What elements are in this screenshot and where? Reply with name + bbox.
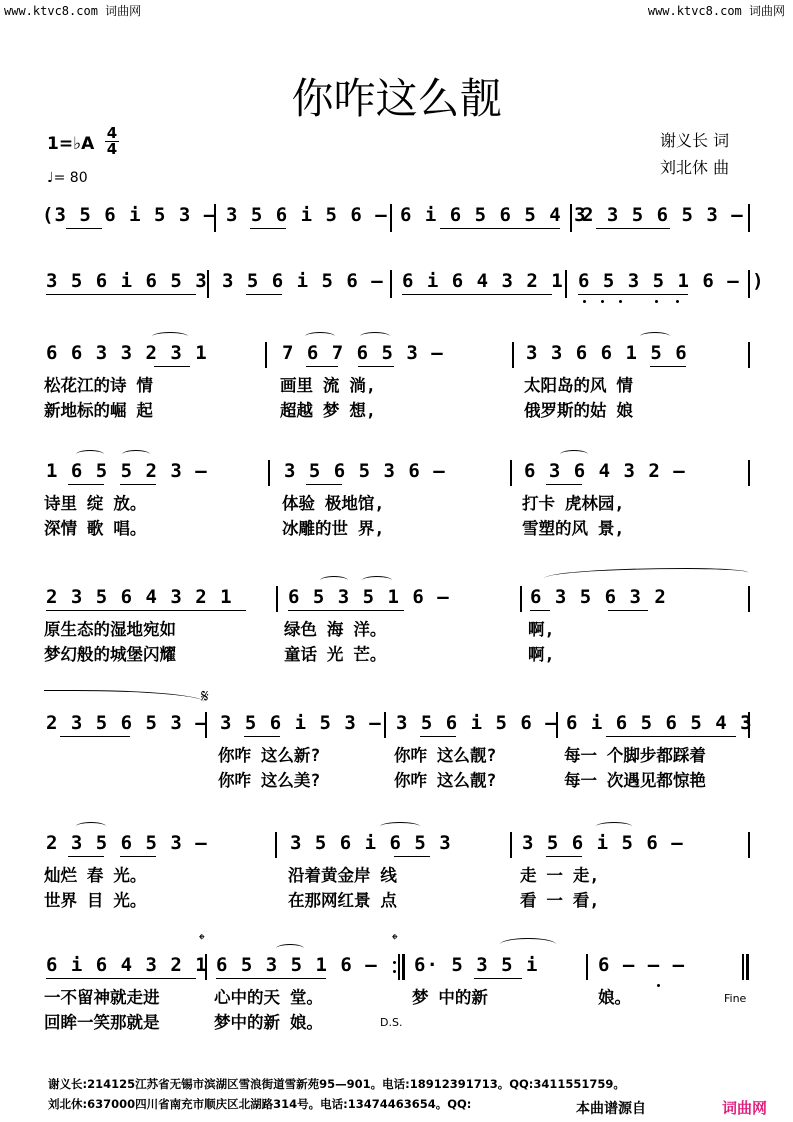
lyric: 娘。 <box>598 988 631 1007</box>
lyric: 看 一 看, <box>520 891 600 910</box>
tempo-marking: ♩= 80 <box>47 170 88 186</box>
lyric: 梦中的新 娘。 <box>214 1013 323 1032</box>
score-row-1 <box>0 204 793 234</box>
measure: 3 5 6 i 6 5 3 <box>46 270 208 292</box>
measure: 1 6 5 5 2 3 – <box>46 460 208 482</box>
lyric: 灿烂 春 光。 <box>44 866 147 885</box>
lyric: 原生态的湿地宛如 <box>44 620 176 639</box>
lyric: 画里 流 淌, <box>280 376 376 395</box>
score-row-4 <box>0 460 793 540</box>
time-signature <box>105 126 119 157</box>
score-row-6 <box>0 686 793 792</box>
score-row-3 <box>0 342 793 422</box>
segno-sign: 𝄋 <box>201 686 209 707</box>
lyric: 冰雕的世 界, <box>282 519 385 538</box>
lyric: 梦 中的新 <box>412 988 488 1007</box>
measure: (3 5 6 i 5 3 – <box>42 204 217 226</box>
measure: 6 i 6 5 6 5 4 3 <box>400 204 587 226</box>
measure: 3 5 6 i 5 6 – <box>396 712 558 734</box>
measure: 3 5 6 i 5 3 – <box>220 712 382 734</box>
measure: 6 3 6 4 3 2 – <box>524 460 686 482</box>
measure: 6 5 3 5 1 6 – <box>216 954 378 976</box>
lyric: 在那网红景 点 <box>288 891 397 910</box>
composer-credit: 刘北休 曲 <box>660 158 730 177</box>
measure: 6 i 6 4 3 2 1 <box>46 954 208 976</box>
score-row-5 <box>0 586 793 666</box>
lyric: 诗里 绽 放。 <box>44 494 147 513</box>
score-row-7 <box>0 832 793 912</box>
measure: 6 6 3 3 2 3 1 <box>46 342 208 364</box>
source-note: 本曲谱源自 <box>572 1098 650 1118</box>
time-signature-bottom: 4 <box>106 140 118 158</box>
fine-marking: Fine <box>724 992 747 1005</box>
site-logo[interactable]: 词曲网 <box>722 1099 768 1117</box>
lyric: 沿着黄金岸 线 <box>288 866 397 885</box>
lyric: 深情 歌 唱。 <box>44 519 147 538</box>
measure: 6 i 6 5 6 5 4 3 <box>566 712 753 734</box>
lyric: 啊, <box>528 645 555 664</box>
lyric: 一不留神就走进 <box>44 988 160 1007</box>
measure: 2 3 5 6 5 3 – <box>582 204 744 226</box>
measure: 6 5 3 5 1 6 – ) <box>578 270 765 292</box>
lyric: 你咋 这么靓? <box>394 746 497 765</box>
lyric: 俄罗斯的姑 娘 <box>524 401 633 420</box>
measure: 6 – – – <box>598 954 686 976</box>
site-watermark-right: www.ktvc8.com 词曲网 <box>647 4 785 18</box>
lyric: 每一 个脚步都踩着 <box>564 746 706 765</box>
lyric: 每一 次遇见都惊艳 <box>564 771 706 790</box>
site-watermark-left: www.ktvc8.com 词曲网 <box>4 4 142 18</box>
lyric: 体验 极地馆, <box>282 494 385 513</box>
lyricist-credit: 谢义长 词 <box>660 131 730 150</box>
lyric: 太阳岛的风 情 <box>524 376 633 395</box>
lyric: 童话 光 芒。 <box>284 645 387 664</box>
score-row-2 <box>0 270 793 300</box>
lyricist-contact: 谢义长:214125江苏省无锡市滨湖区雪浪街道雪新苑95—901。电话:18912391713。QQ:3411551759。 <box>48 1077 625 1091</box>
measure: 3 3 6 6 1 5 6 <box>526 342 688 364</box>
time-signature-top: 4 <box>106 124 118 142</box>
lyric: 松花江的诗 情 <box>44 376 153 395</box>
lyric: 回眸一笑那就是 <box>44 1013 160 1032</box>
measure: 3 5 6 i 5 6 – <box>222 270 384 292</box>
measure: 6 5 3 5 1 6 – <box>288 586 450 608</box>
lyric: 新地标的崛 起 <box>44 401 153 420</box>
lyric: 心中的天 堂。 <box>214 988 323 1007</box>
coda-sign: 𝄌 <box>199 930 205 949</box>
song-title: 你咋这么靓 <box>291 74 502 123</box>
measure: 3 5 6 i 5 6 – <box>226 204 388 226</box>
measure: 2 3 5 6 4 3 2 1 <box>46 586 233 608</box>
score-row-8 <box>0 930 793 1034</box>
lyric: 超越 梦 想, <box>280 401 376 420</box>
measure: 2 3 5 6 5 3 – <box>46 712 208 734</box>
measure: 3 5 6 5 3 6 – <box>284 460 446 482</box>
ds-marking: D.S. <box>380 1016 403 1029</box>
lyric: 啊, <box>528 620 555 639</box>
measure: 6 i 6 4 3 2 1 <box>402 270 564 292</box>
measure: 6· 5 3 5 i <box>414 954 539 976</box>
lyric: 打卡 虎林园, <box>522 494 625 513</box>
lyric: 你咋 这么靓? <box>394 771 497 790</box>
measure: 2 3 5 6 5 3 – <box>46 832 208 854</box>
lyric: 绿色 海 洋。 <box>284 620 387 639</box>
lyric: 走 一 走, <box>520 866 600 885</box>
measure: 7 6 7 6 5 3 – <box>282 342 444 364</box>
measure: 3 5 6 i 6 5 3 <box>290 832 452 854</box>
composer-contact: 刘北休:637000四川省南充市顺庆区北湖路314号。电话:13474463654。QQ: <box>48 1097 472 1111</box>
measure: 6 3 5 6 3 2 <box>530 586 667 608</box>
lyric: 你咋 这么美? <box>218 771 321 790</box>
lyric: 梦幻般的城堡闪耀 <box>44 645 176 664</box>
coda-sign: 𝄌 <box>392 930 398 949</box>
lyric: 世界 目 光。 <box>44 891 147 910</box>
lyric: 你咋 这么新? <box>218 746 321 765</box>
key-signature: 1=♭A <box>47 134 95 154</box>
lyric: 雪塑的风 景, <box>522 519 625 538</box>
measure: 3 5 6 i 5 6 – <box>522 832 684 854</box>
